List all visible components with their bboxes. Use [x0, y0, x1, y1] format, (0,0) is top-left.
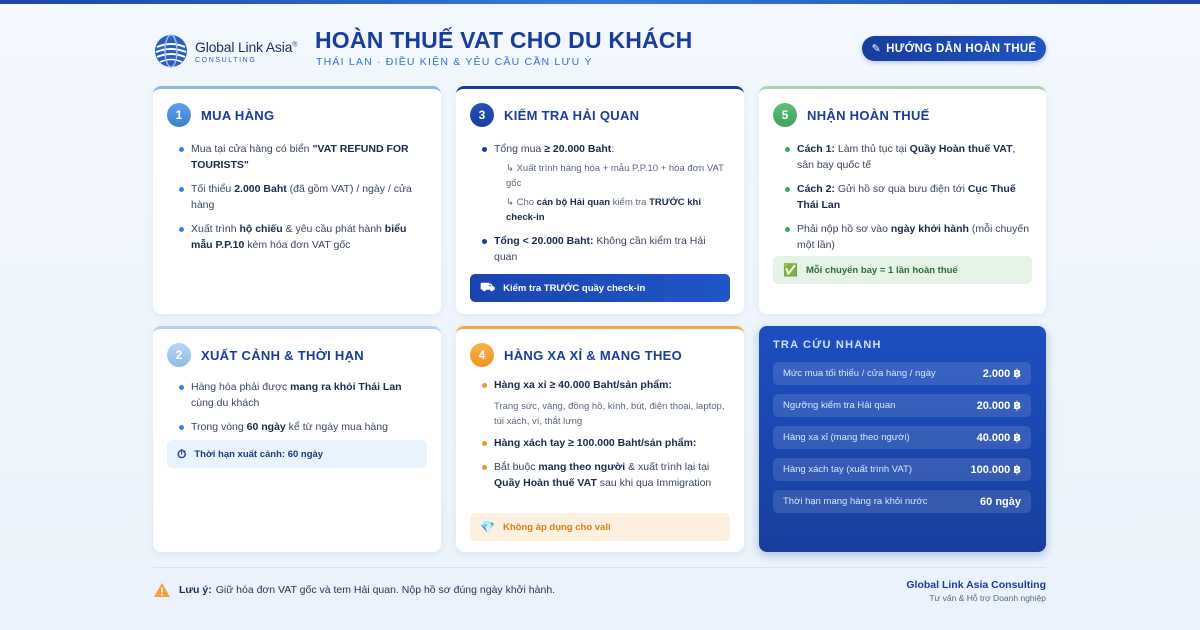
lookup-row: Hàng xách tay (xuất trình VAT) 100.000 ฿ [773, 458, 1031, 481]
card-title-departure: XUẤT CẢNH & THỜI HẠN [201, 347, 364, 363]
registered-mark: ® [292, 40, 298, 48]
departure-note: ⏱ Thời hạn xuất cảnh: 60 ngày [167, 440, 427, 468]
luxury-examples: Trang sức, vàng, đồng hồ, kính, bút, điện thoại, laptop, túi xách, ví, thắt lưng [494, 401, 725, 427]
lookup-row: Ngưỡng kiểm tra Hải quan 20.000 ฿ [773, 394, 1031, 417]
lookup-row: Hàng xa xỉ (mang theo người) 40.000 ฿ [773, 426, 1031, 449]
diamond-icon: 💎 [480, 520, 495, 534]
step-number-5: 5 [773, 103, 797, 127]
card-departure [153, 326, 441, 552]
top-accent-bar [0, 0, 1200, 4]
footer-note [153, 582, 555, 598]
customs-note: ⛟ Kiểm tra TRƯỚC quầy check-in [470, 274, 730, 302]
logo-sub: CONSULTING [195, 56, 257, 64]
card-refund [759, 86, 1046, 314]
list-item: Bắt buộc mang theo người & xuất trình lại tại Quầy Hoàn thuế VAT sau khi qua Immigration [480, 459, 728, 491]
globe-icon [153, 33, 189, 69]
footer-note-text: Giữ hóa đơn VAT gốc và tem Hải quan. Nộp hồ sơ đúng ngày khởi hành. [215, 584, 556, 596]
refund-note: ✅ Mỗi chuyến bay = 1 lần hoàn thuế [773, 256, 1032, 284]
departure-list [177, 379, 425, 443]
list-item: Tổng mua ≥ 20.000 Baht: ↳ Xuất trình hàng hóa + mẫu P.P.10 + hóa đơn VAT gốc ↳ Cho cán bộ Hải quan kiểm tra TRƯỚC khi check-in [480, 141, 728, 225]
card-luxury [456, 326, 744, 552]
quick-lookup-panel [759, 326, 1046, 552]
footer-tagline: Tư vấn & Hỗ trợ Doanh nghiệp [929, 593, 1046, 603]
buy-conditions-list [177, 141, 425, 261]
card-title-customs: KIỂM TRA HẢI QUAN [504, 107, 640, 123]
step-number-4: 4 [470, 343, 494, 367]
lookup-row: Thời hạn mang hàng ra khỏi nước 60 ngày [773, 490, 1031, 513]
list-item: Cách 2: Gửi hồ sơ qua bưu điện tới Cục Thuế Thái Lan [783, 181, 1030, 213]
warning-icon [153, 582, 171, 598]
lookup-row: Mức mua tối thiểu / cửa hàng / ngày 2.000 ฿ [773, 362, 1031, 385]
card-title-buy: MUA HÀNG [201, 107, 275, 123]
stopwatch-icon: ⏱ [177, 446, 187, 461]
luxury-note: 💎 Không áp dụng cho vali [470, 513, 730, 541]
footer-divider [153, 567, 1046, 568]
sub-item: ↳ Xuất trình hàng hóa + mẫu P.P.10 + hóa đơn VAT gốc [506, 163, 724, 189]
quick-lookup-title: TRA CỨU NHANH [773, 339, 882, 351]
page-subtitle: THÁI LAN · ĐIỀU KIỆN & YÊU CẦU CẦN LƯU Ý [316, 56, 593, 68]
list-item: Tối thiểu 2.000 Baht (đã gồm VAT) / ngày / cửa hàng [177, 181, 425, 213]
luxury-list [480, 377, 728, 499]
footer-brand [906, 579, 1046, 603]
refund-list [783, 141, 1030, 261]
logo-name: Global Link Asia [195, 38, 293, 55]
list-item: Mua tại cửa hàng có biển "VAT REFUND FOR TOURISTS" [177, 141, 425, 173]
list-item: Hàng xách tay ≥ 100.000 Baht/sản phẩm: [480, 435, 728, 451]
list-item: Phải nộp hồ sơ vào ngày khởi hành (mỗi chuyến một lần) [783, 221, 1030, 253]
step-number-2: 2 [167, 343, 191, 367]
wand-icon: ✎ [871, 43, 882, 55]
logo [153, 33, 297, 69]
list-item: Xuất trình hộ chiếu & yêu cầu phát hành biểu mẫu P.P.10 kèm hóa đơn VAT gốc [177, 221, 425, 253]
list-item: Trong vòng 60 ngày kể từ ngày mua hàng [177, 419, 425, 435]
list-item: Tổng < 20.000 Baht: Không cần kiểm tra Hải quan [480, 233, 728, 265]
customs-list [480, 141, 728, 273]
step-number-3: 3 [470, 103, 494, 127]
check-icon: ✅ [783, 263, 798, 277]
list-item: Cách 1: Làm thủ tục tại Quầy Hoàn thuế VAT, sân bay quốc tế [783, 141, 1030, 173]
list-item: Hàng hóa phải được mang ra khỏi Thái Lan cùng du khách [177, 379, 425, 411]
card-customs [456, 86, 744, 314]
footer-note-label: Lưu ý: [179, 584, 212, 596]
guide-button-label: HƯỚNG DẪN HOÀN THUẾ [886, 42, 1037, 55]
footer-brand-name: Global Link Asia Consulting [906, 579, 1046, 591]
customs-icon: ⛟ [480, 280, 496, 294]
sub-item: ↳ Cho cán bộ Hải quan kiểm tra TRƯỚC khi check-in [506, 197, 701, 223]
list-item: Hàng xa xỉ ≥ 40.000 Baht/sản phẩm: Trang sức, vàng, đồng hồ, kính, bút, điện thoại, laptop, túi xách, ví, thắt lưng [480, 377, 728, 429]
card-title-luxury: HÀNG XA XỈ & MANG THEO [504, 347, 683, 363]
card-buy [153, 86, 441, 314]
guide-button[interactable] [862, 36, 1046, 61]
card-title-refund: NHẬN HOÀN THUẾ [807, 107, 930, 123]
step-number-1: 1 [167, 103, 191, 127]
page-title: HOÀN THUẾ VAT CHO DU KHÁCH [315, 27, 693, 53]
